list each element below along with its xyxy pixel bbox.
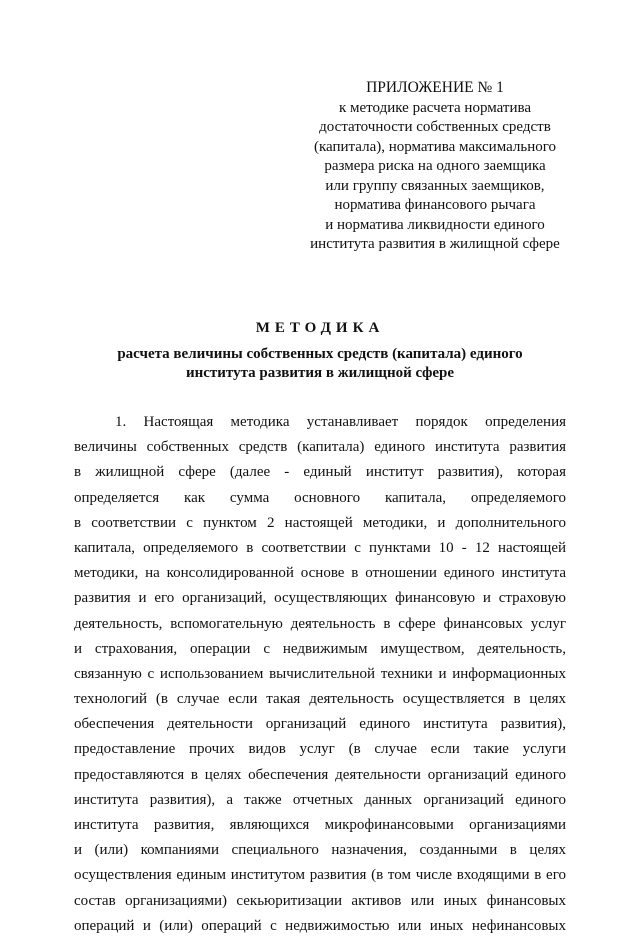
paragraph-line: операций и (или) операций с недвижимостью или иных нефинансовых bbox=[74, 917, 566, 934]
paragraph-line: определяется как сумма основного капитала, определяемого bbox=[74, 489, 566, 506]
appendix-header bbox=[300, 78, 570, 255]
paragraph-line: величины собственных средств (капитала) единого института развития bbox=[74, 439, 566, 456]
appendix-line: норматива финансового рычага bbox=[334, 197, 536, 213]
paragraph-line: предоставляются в целях обеспечения деятельности организаций единого bbox=[74, 766, 566, 783]
paragraph-line: капитала, определяемого в соответствии с пунктами 10 - 12 настоящей bbox=[74, 539, 566, 556]
paragraph-line: и страхования, операции с недвижимым имуществом, деятельность, bbox=[74, 640, 566, 657]
appendix-title: ПРИЛОЖЕНИЕ № 1 bbox=[366, 79, 504, 96]
paragraph-line: состав организациями) секьюритизации активов или иных финансовых bbox=[74, 892, 566, 909]
subtitle-line: института развития в жилищной сфере bbox=[185, 365, 455, 381]
appendix-line: института развития в жилищной сфере bbox=[310, 236, 560, 252]
paragraph-1 bbox=[74, 410, 566, 939]
paragraph-line: предоставление прочих видов услуг (в случае если такие услуги bbox=[74, 741, 566, 758]
paragraph-line: обеспечения деятельности организаций единого института развития), bbox=[74, 716, 566, 733]
paragraph-line: института развития, являющихся микрофинансовыми организациями bbox=[74, 817, 566, 833]
paragraph-line: связанную с использованием вычислительной техники и информационных bbox=[74, 665, 566, 682]
paragraph-line: технологий (в случае если такая деятельность осуществляется в целях bbox=[74, 691, 566, 708]
paragraph-line: в жилищной сфере (далее - единый институт развития), которая bbox=[74, 464, 566, 481]
paragraph-line: осуществления единым институтом развития (в том числе входящими в его bbox=[74, 867, 566, 884]
paragraph-line: методики, на консолидированной основе в отношении единого института bbox=[74, 565, 566, 582]
appendix-line: к методике расчета норматива bbox=[338, 99, 532, 116]
appendix-line: достаточности собственных средств bbox=[319, 119, 551, 135]
appendix-line: (капитала), норматива максимального bbox=[313, 138, 557, 155]
document-title: МЕТОДИКА bbox=[255, 320, 385, 336]
document-subtitle bbox=[60, 345, 580, 383]
appendix-line: размера риска на одного заемщика bbox=[324, 158, 546, 174]
paragraph-line: развития и его организаций, осуществляющих финансовую и страховую bbox=[74, 590, 566, 607]
paragraph-line: деятельность, вспомогательную деятельность в сфере финансовых услуг bbox=[74, 615, 566, 632]
appendix-line: или группу связанных заемщиков, bbox=[325, 177, 545, 194]
subtitle-line: расчета величины собственных средств (капитала) единого bbox=[117, 346, 523, 362]
paragraph-line: института развития), а также отчетных данных организаций единого bbox=[74, 791, 566, 808]
paragraph-line: и (или) компаниями специального назначения, созданными в целях bbox=[74, 842, 566, 859]
paragraph-line: 1. Настоящая методика устанавливает порядок определения bbox=[115, 414, 566, 430]
appendix-line: и норматива ликвидности единого bbox=[325, 216, 545, 233]
paragraph-line: в соответствии с пунктом 2 настоящей методики, и дополнительного bbox=[74, 514, 566, 531]
